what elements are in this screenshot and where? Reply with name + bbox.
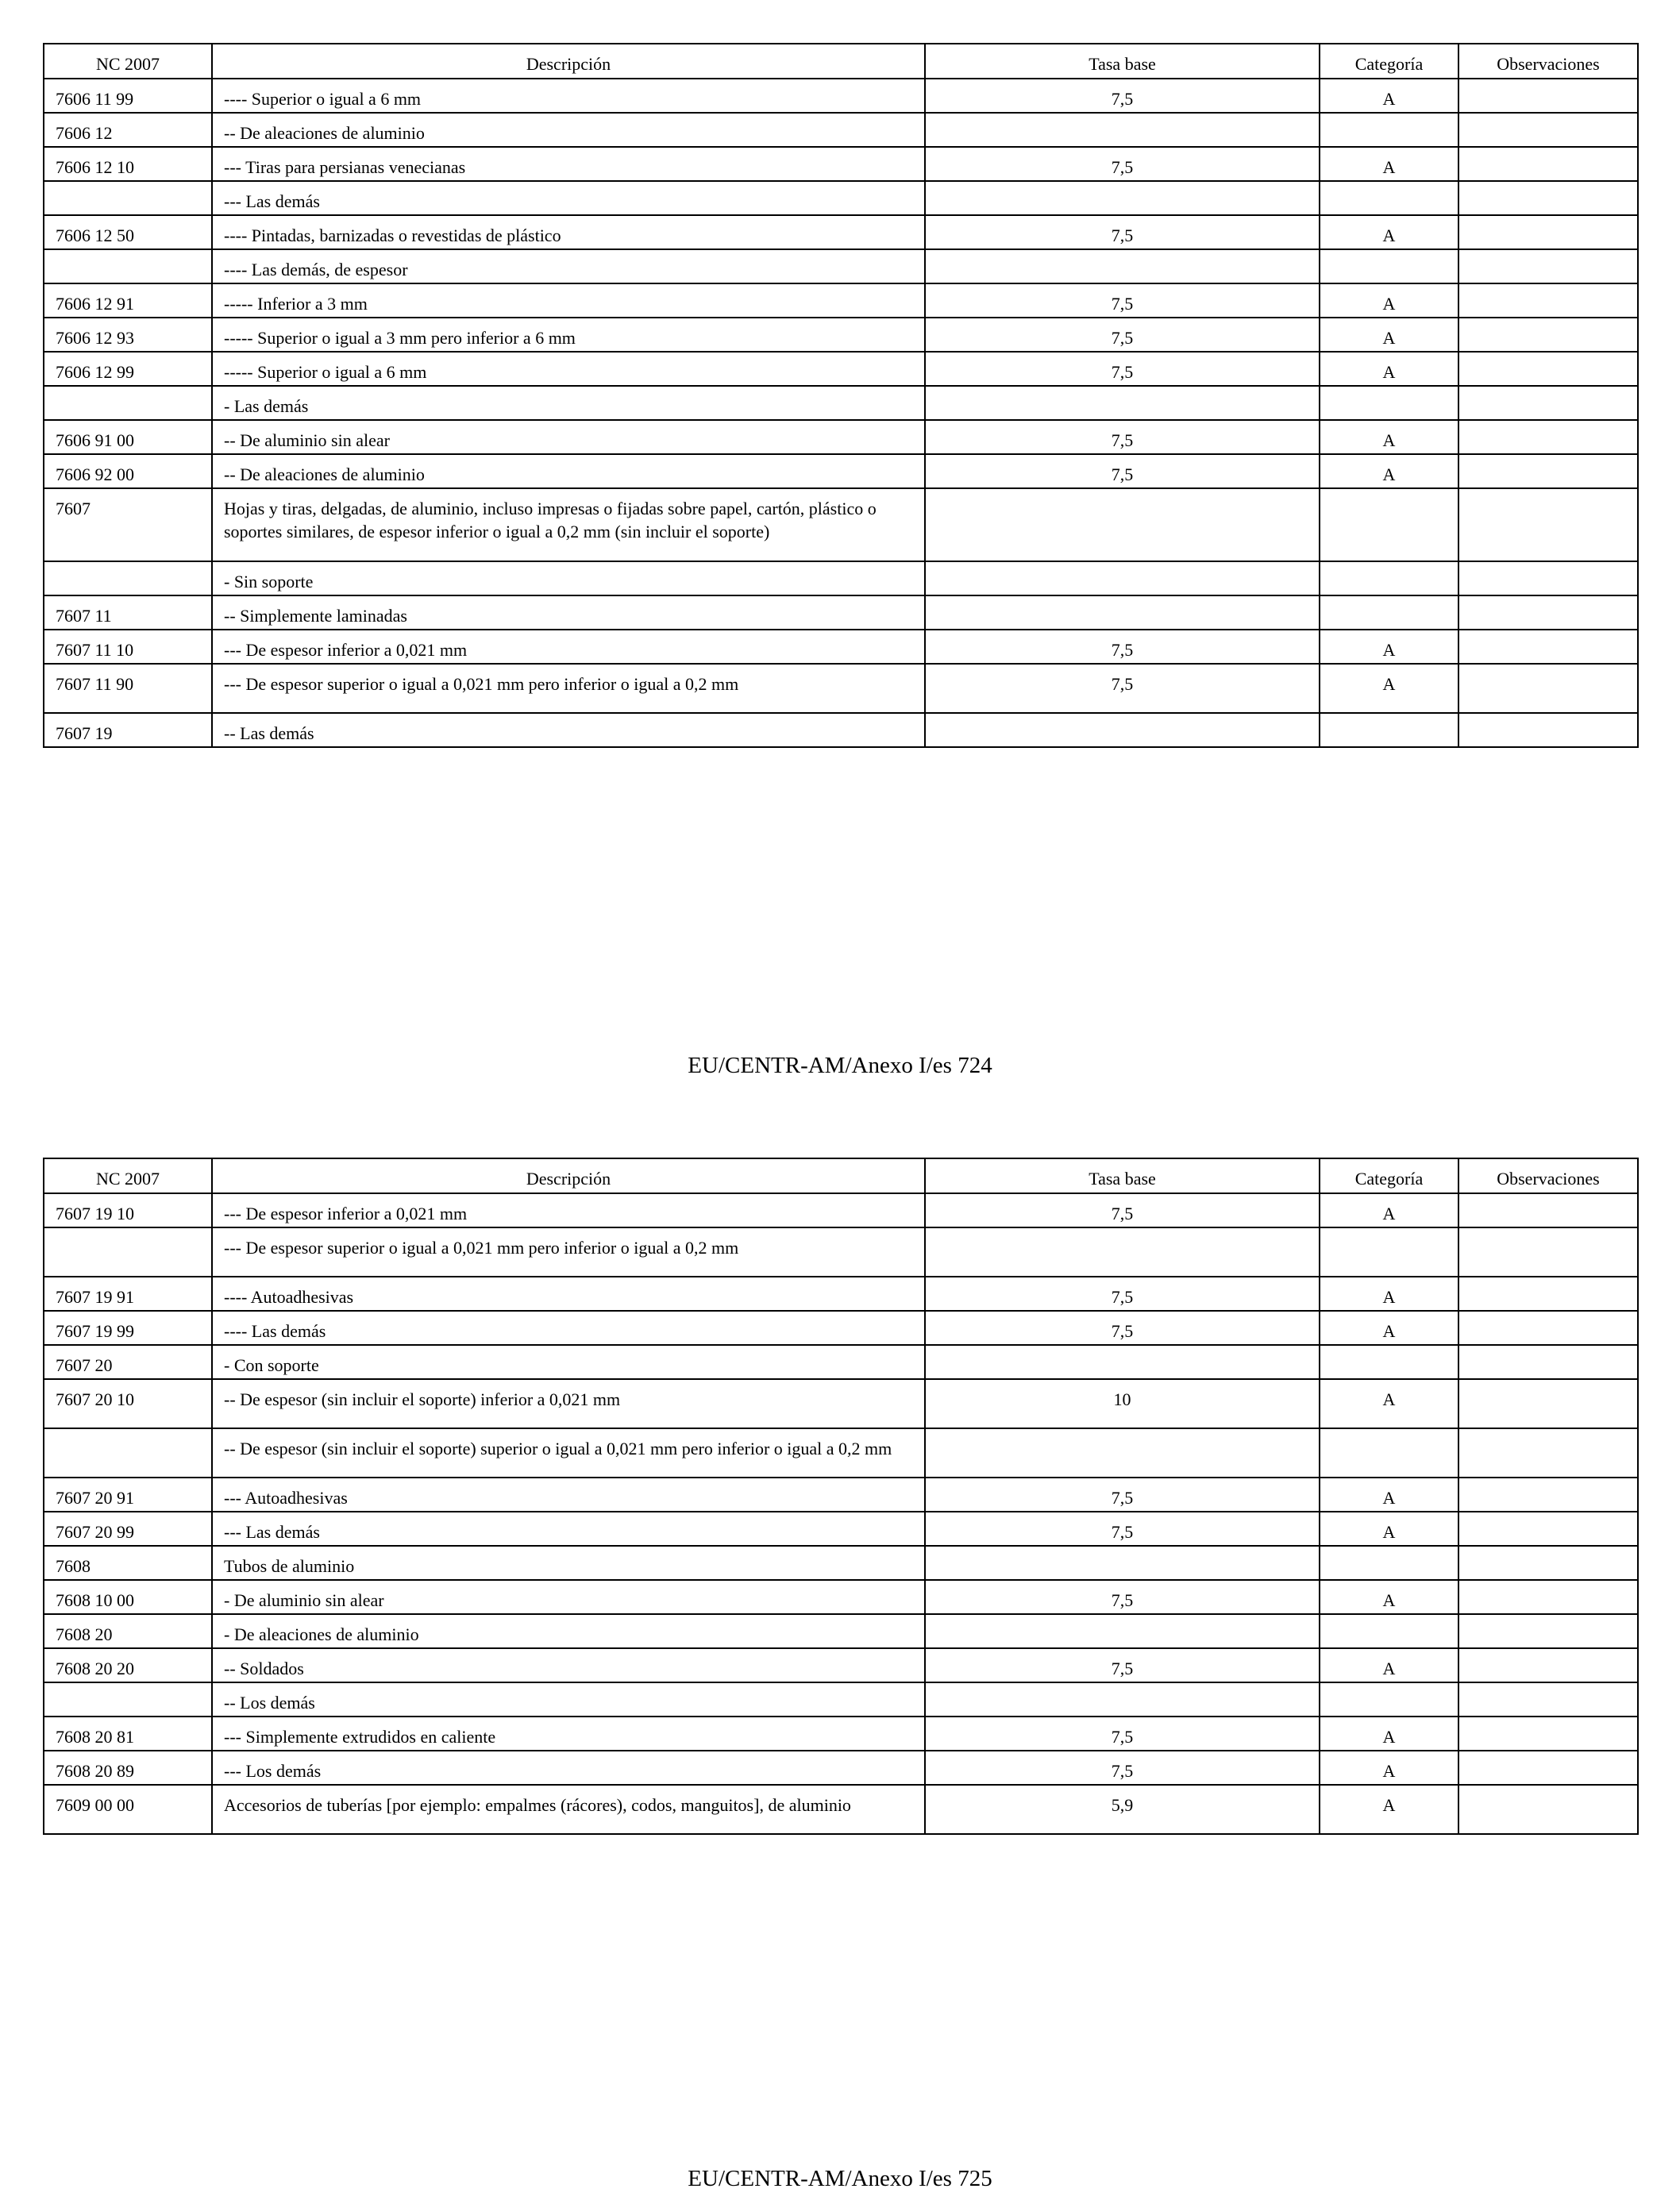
cell-description: -- De aluminio sin alear: [212, 420, 925, 454]
cell-description: --- Autoadhesivas: [212, 1478, 925, 1512]
cell-base-rate: 7,5: [925, 454, 1320, 488]
cell-description: ---- Las demás: [212, 1311, 925, 1345]
cell-description: - De aleaciones de aluminio: [212, 1614, 925, 1648]
cell-nc: [44, 249, 212, 283]
table-row: [44, 386, 1638, 420]
cell-observations: [1458, 1614, 1638, 1648]
cell-observations: [1458, 249, 1638, 283]
cell-description: --- De espesor superior o igual a 0,021 mm pero inferior o igual a 0,2 mm: [212, 1227, 925, 1277]
cell-nc: 7607 11: [44, 595, 212, 630]
table-row: [44, 318, 1638, 352]
cell-description: --- Tiras para persianas venecianas: [212, 147, 925, 181]
cell-base-rate: [925, 1614, 1320, 1648]
header-nc: NC 2007: [44, 1158, 212, 1193]
table-row: [44, 1751, 1638, 1785]
cell-category: A: [1320, 664, 1458, 713]
table-row: [44, 1682, 1638, 1717]
cell-observations: [1458, 352, 1638, 386]
table-row: [44, 454, 1638, 488]
cell-category: A: [1320, 1785, 1458, 1834]
table-row: [44, 147, 1638, 181]
table-row: [44, 488, 1638, 561]
cell-nc: [44, 1682, 212, 1717]
cell-observations: [1458, 1277, 1638, 1311]
cell-description: ----- Superior o igual a 6 mm: [212, 352, 925, 386]
header-nc: NC 2007: [44, 44, 212, 79]
cell-category: [1320, 561, 1458, 595]
cell-category: [1320, 1345, 1458, 1379]
cell-observations: [1458, 1428, 1638, 1478]
cell-base-rate: 7,5: [925, 1478, 1320, 1512]
cell-nc: 7606 12 50: [44, 215, 212, 249]
page-footer-724: EU/CENTR-AM/Anexo I/es 724: [688, 1053, 992, 1078]
cell-nc: [44, 181, 212, 215]
cell-observations: [1458, 713, 1638, 747]
cell-description: --- De espesor inferior a 0,021 mm: [212, 630, 925, 664]
cell-nc: 7606 12 99: [44, 352, 212, 386]
cell-base-rate: 7,5: [925, 420, 1320, 454]
table-row: [44, 1717, 1638, 1751]
table-row: [44, 1428, 1638, 1478]
cell-observations: [1458, 1227, 1638, 1277]
table-row: [44, 595, 1638, 630]
cell-nc: [44, 561, 212, 595]
cell-nc: 7608 10 00: [44, 1580, 212, 1614]
cell-description: Hojas y tiras, delgadas, de aluminio, incluso impresas o fijadas sobre papel, cartón, plástico o soportes similares, de espesor inferior o igual a 0,2 mm (sin incluir el soporte): [212, 488, 925, 561]
table-row: [44, 1379, 1638, 1428]
cell-observations: [1458, 1682, 1638, 1717]
cell-nc: 7608 20 89: [44, 1751, 212, 1785]
header-base-rate: Tasa base: [925, 1158, 1320, 1193]
table-row: [44, 1785, 1638, 1834]
cell-nc: 7606 12 10: [44, 147, 212, 181]
header-category: Categoría: [1320, 44, 1458, 79]
cell-nc: 7607 20 10: [44, 1379, 212, 1428]
table-row: [44, 79, 1638, 113]
cell-base-rate: [925, 113, 1320, 147]
cell-observations: [1458, 386, 1638, 420]
cell-description: -- Las demás: [212, 713, 925, 747]
table-row: [44, 181, 1638, 215]
table-row: [44, 1512, 1638, 1546]
cell-base-rate: [925, 1227, 1320, 1277]
cell-base-rate: [925, 181, 1320, 215]
cell-observations: [1458, 1311, 1638, 1345]
cell-base-rate: 7,5: [925, 1277, 1320, 1311]
cell-description: --- De espesor inferior a 0,021 mm: [212, 1193, 925, 1227]
cell-base-rate: 7,5: [925, 147, 1320, 181]
table-row: [44, 1193, 1638, 1227]
table-row: [44, 1478, 1638, 1512]
cell-observations: [1458, 113, 1638, 147]
cell-observations: [1458, 318, 1638, 352]
cell-observations: [1458, 1648, 1638, 1682]
cell-description: Accesorios de tuberías [por ejemplo: empalmes (rácores), codos, manguitos], de aluminio: [212, 1785, 925, 1834]
cell-nc: [44, 1428, 212, 1478]
table-row: [44, 1546, 1638, 1580]
header-observations: Observaciones: [1458, 44, 1638, 79]
cell-nc: 7607 11 10: [44, 630, 212, 664]
cell-base-rate: [925, 1428, 1320, 1478]
cell-observations: [1458, 1512, 1638, 1546]
cell-description: -- Los demás: [212, 1682, 925, 1717]
cell-base-rate: [925, 1682, 1320, 1717]
cell-nc: 7606 92 00: [44, 454, 212, 488]
cell-description: -- De espesor (sin incluir el soporte) inferior a 0,021 mm: [212, 1379, 925, 1428]
cell-description: -- De aleaciones de aluminio: [212, 113, 925, 147]
cell-base-rate: [925, 249, 1320, 283]
cell-nc: 7607 19: [44, 713, 212, 747]
cell-category: A: [1320, 1580, 1458, 1614]
cell-description: ---- Las demás, de espesor: [212, 249, 925, 283]
cell-nc: 7607 20 99: [44, 1512, 212, 1546]
cell-description: ----- Superior o igual a 3 mm pero inferior a 6 mm: [212, 318, 925, 352]
cell-base-rate: 7,5: [925, 664, 1320, 713]
table-row: [44, 420, 1638, 454]
table-row: [44, 215, 1638, 249]
cell-category: A: [1320, 1751, 1458, 1785]
cell-observations: [1458, 283, 1638, 318]
cell-category: A: [1320, 1193, 1458, 1227]
cell-category: [1320, 1428, 1458, 1478]
cell-nc: 7608 20 81: [44, 1717, 212, 1751]
cell-nc: 7608: [44, 1546, 212, 1580]
cell-base-rate: 7,5: [925, 1580, 1320, 1614]
tariff-table-page-725: [43, 1158, 1639, 1835]
cell-base-rate: [925, 595, 1320, 630]
cell-observations: [1458, 1478, 1638, 1512]
cell-observations: [1458, 630, 1638, 664]
table-row: [44, 283, 1638, 318]
cell-observations: [1458, 1379, 1638, 1428]
table-row: [44, 1580, 1638, 1614]
cell-base-rate: 7,5: [925, 215, 1320, 249]
page-footer-725: EU/CENTR-AM/Anexo I/es 725: [688, 2166, 992, 2191]
cell-description: Tubos de aluminio: [212, 1546, 925, 1580]
cell-category: A: [1320, 454, 1458, 488]
cell-description: --- De espesor superior o igual a 0,021 mm pero inferior o igual a 0,2 mm: [212, 664, 925, 713]
cell-description: ---- Pintadas, barnizadas o revestidas de plástico: [212, 215, 925, 249]
cell-base-rate: 7,5: [925, 1193, 1320, 1227]
cell-observations: [1458, 1717, 1638, 1751]
cell-category: [1320, 1546, 1458, 1580]
tariff-table-page-724: [43, 43, 1639, 748]
cell-category: A: [1320, 420, 1458, 454]
cell-description: -- Simplemente laminadas: [212, 595, 925, 630]
cell-observations: [1458, 1193, 1638, 1227]
cell-nc: 7607 11 90: [44, 664, 212, 713]
cell-description: ---- Autoadhesivas: [212, 1277, 925, 1311]
cell-nc: 7606 12: [44, 113, 212, 147]
cell-category: A: [1320, 1512, 1458, 1546]
cell-base-rate: 10: [925, 1379, 1320, 1428]
table-row: [44, 630, 1638, 664]
cell-category: A: [1320, 318, 1458, 352]
cell-category: [1320, 488, 1458, 561]
cell-nc: 7609 00 00: [44, 1785, 212, 1834]
cell-nc: 7608 20: [44, 1614, 212, 1648]
table-row: [44, 113, 1638, 147]
header-category: Categoría: [1320, 1158, 1458, 1193]
cell-observations: [1458, 181, 1638, 215]
cell-category: [1320, 1227, 1458, 1277]
cell-base-rate: 5,9: [925, 1785, 1320, 1834]
table-row: [44, 1345, 1638, 1379]
cell-base-rate: [925, 561, 1320, 595]
cell-observations: [1458, 79, 1638, 113]
header-observations: Observaciones: [1458, 1158, 1638, 1193]
cell-category: A: [1320, 147, 1458, 181]
cell-description: ---- Superior o igual a 6 mm: [212, 79, 925, 113]
cell-category: [1320, 595, 1458, 630]
cell-base-rate: 7,5: [925, 1311, 1320, 1345]
cell-observations: [1458, 147, 1638, 181]
table-row: [44, 249, 1638, 283]
cell-category: A: [1320, 630, 1458, 664]
cell-category: A: [1320, 1311, 1458, 1345]
header-description: Descripción: [212, 44, 925, 79]
cell-description: --- Las demás: [212, 1512, 925, 1546]
cell-category: [1320, 113, 1458, 147]
table-row: [44, 1227, 1638, 1277]
cell-category: A: [1320, 1717, 1458, 1751]
table-row: [44, 1277, 1638, 1311]
cell-observations: [1458, 664, 1638, 713]
cell-category: A: [1320, 215, 1458, 249]
table-row: [44, 1311, 1638, 1345]
cell-nc: 7606 11 99: [44, 79, 212, 113]
cell-observations: [1458, 488, 1638, 561]
cell-base-rate: [925, 713, 1320, 747]
cell-description: -- De aleaciones de aluminio: [212, 454, 925, 488]
cell-observations: [1458, 1785, 1638, 1834]
cell-description: - De aluminio sin alear: [212, 1580, 925, 1614]
cell-base-rate: [925, 488, 1320, 561]
cell-observations: [1458, 1580, 1638, 1614]
cell-category: [1320, 386, 1458, 420]
cell-observations: [1458, 1751, 1638, 1785]
cell-description: - Con soporte: [212, 1345, 925, 1379]
cell-description: ----- Inferior a 3 mm: [212, 283, 925, 318]
cell-nc: 7606 91 00: [44, 420, 212, 454]
cell-category: A: [1320, 79, 1458, 113]
header-description: Descripción: [212, 1158, 925, 1193]
cell-description: --- Los demás: [212, 1751, 925, 1785]
cell-category: [1320, 181, 1458, 215]
cell-base-rate: [925, 386, 1320, 420]
cell-category: A: [1320, 1648, 1458, 1682]
cell-nc: [44, 386, 212, 420]
cell-category: A: [1320, 352, 1458, 386]
cell-nc: 7608 20 20: [44, 1648, 212, 1682]
cell-base-rate: [925, 1546, 1320, 1580]
cell-nc: 7606 12 93: [44, 318, 212, 352]
cell-description: - Las demás: [212, 386, 925, 420]
table-body-724: [44, 79, 1638, 747]
cell-category: A: [1320, 283, 1458, 318]
cell-nc: 7607 19 99: [44, 1311, 212, 1345]
table-row: [44, 664, 1638, 713]
cell-base-rate: 7,5: [925, 283, 1320, 318]
cell-category: A: [1320, 1478, 1458, 1512]
cell-description: --- Simplemente extrudidos en caliente: [212, 1717, 925, 1751]
cell-observations: [1458, 561, 1638, 595]
cell-observations: [1458, 595, 1638, 630]
cell-category: [1320, 1682, 1458, 1717]
cell-base-rate: 7,5: [925, 1717, 1320, 1751]
cell-description: - Sin soporte: [212, 561, 925, 595]
cell-description: --- Las demás: [212, 181, 925, 215]
cell-nc: 7607 19 10: [44, 1193, 212, 1227]
table-row: [44, 713, 1638, 747]
table-row: [44, 561, 1638, 595]
cell-base-rate: 7,5: [925, 630, 1320, 664]
table-row: [44, 1648, 1638, 1682]
cell-base-rate: 7,5: [925, 79, 1320, 113]
cell-observations: [1458, 1345, 1638, 1379]
cell-description: -- Soldados: [212, 1648, 925, 1682]
table-row: [44, 352, 1638, 386]
cell-observations: [1458, 454, 1638, 488]
cell-nc: 7606 12 91: [44, 283, 212, 318]
cell-category: A: [1320, 1379, 1458, 1428]
cell-category: A: [1320, 1277, 1458, 1311]
cell-nc: 7607 20: [44, 1345, 212, 1379]
cell-base-rate: [925, 1345, 1320, 1379]
cell-base-rate: 7,5: [925, 1751, 1320, 1785]
cell-description: -- De espesor (sin incluir el soporte) superior o igual a 0,021 mm pero inferior o igual a 0,2 mm: [212, 1428, 925, 1478]
header-base-rate: Tasa base: [925, 44, 1320, 79]
table-row: [44, 1614, 1638, 1648]
cell-nc: 7607 19 91: [44, 1277, 212, 1311]
cell-category: [1320, 249, 1458, 283]
cell-observations: [1458, 420, 1638, 454]
cell-base-rate: 7,5: [925, 318, 1320, 352]
table-body-725: [44, 1193, 1638, 1834]
header-row: [44, 1158, 1638, 1193]
cell-observations: [1458, 215, 1638, 249]
cell-nc: [44, 1227, 212, 1277]
header-row: [44, 44, 1638, 79]
cell-nc: 7607: [44, 488, 212, 561]
cell-category: [1320, 713, 1458, 747]
cell-base-rate: 7,5: [925, 1512, 1320, 1546]
cell-base-rate: 7,5: [925, 352, 1320, 386]
cell-nc: 7607 20 91: [44, 1478, 212, 1512]
cell-category: [1320, 1614, 1458, 1648]
cell-base-rate: 7,5: [925, 1648, 1320, 1682]
cell-observations: [1458, 1546, 1638, 1580]
